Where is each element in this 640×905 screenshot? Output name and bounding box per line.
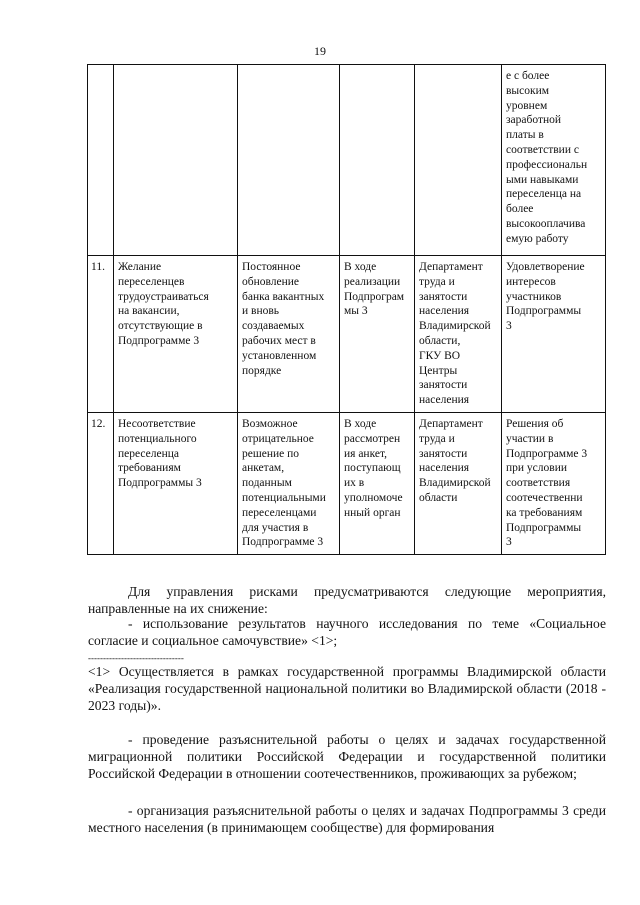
measures-cell: Удовлетворение интересов участников Подпрограммы 3: [502, 256, 606, 413]
timing-cell: [340, 65, 415, 256]
row-number-cell: 11.: [88, 256, 114, 413]
risk-table: [87, 64, 606, 555]
bullet-explanatory-work: - проведение разъяснительной работы о целях и задачах государственной миграционной политики Российской Федерации и государственной политики Российской Федерации в отношении соотечественников, проживающих за рубежом;: [88, 732, 606, 781]
reason-cell: Возможное отрицательное решение по анкетам, поданным потенциальными переселенцами для участия в Подпрограмме 3: [238, 412, 340, 554]
timing-cell: В ходе рассмотрен ия анкет, поступающ их в уполномоче нный орган: [340, 412, 415, 554]
table-row: [88, 65, 606, 256]
bullet-local-population: - организация разъяснительной работы о целях и задачах Подпрограммы 3 среди местного населения (в принимающем сообществе) для формирования: [88, 803, 606, 835]
reason-cell: Постоянное обновление банка вакантных и вновь создаваемых рабочих мест в установленном порядке: [238, 256, 340, 413]
intro-paragraph: Для управления рисками предусматриваются следующие мероприятия, направленные на их снижение:: [88, 584, 606, 616]
timing-cell: В ходе реализации Подпрограм мы 3: [340, 256, 415, 413]
table-row: [88, 256, 606, 413]
responsible-cell: [415, 65, 502, 256]
row-number-cell: [88, 65, 114, 256]
risk-cell: Несоответствие потенциального переселенца требованиям Подпрограммы 3: [114, 412, 238, 554]
risk-cell: [114, 65, 238, 256]
reason-cell: [238, 65, 340, 256]
table-row: [88, 412, 606, 554]
responsible-cell: Департамент труда и занятости населения Владимирской области: [415, 412, 502, 554]
measures-cell: е с более высоким уровнем заработной платы в соответствии с профессиональн ыми навыками переселенца на более высокооплачива емую работу: [502, 65, 606, 256]
footnote-separator: --------------------------------: [88, 653, 184, 663]
page-number: 19: [314, 44, 326, 58]
footnote: <1> Осуществляется в рамках государственной программы Владимирской области «Реализация государственной национальной политики во Владимирской области (2018 - 2023 годы)».: [88, 664, 606, 713]
responsible-cell: Департамент труда и занятости населения Владимирской области, ГКУ ВО Центры занятости населения: [415, 256, 502, 413]
row-number-cell: 12.: [88, 412, 114, 554]
bullet-research: - использование результатов научного исследования по теме «Социальное согласие и социальное самочувствие» <1>;: [88, 616, 606, 648]
measures-cell: Решения об участии в Подпрограмме 3 при условии соответствия соотечественни ка требованиям Подпрограммы 3: [502, 412, 606, 554]
risk-cell: Желание переселенцев трудоустраиваться на вакансии, отсутствующие в Подпрограмме 3: [114, 256, 238, 413]
